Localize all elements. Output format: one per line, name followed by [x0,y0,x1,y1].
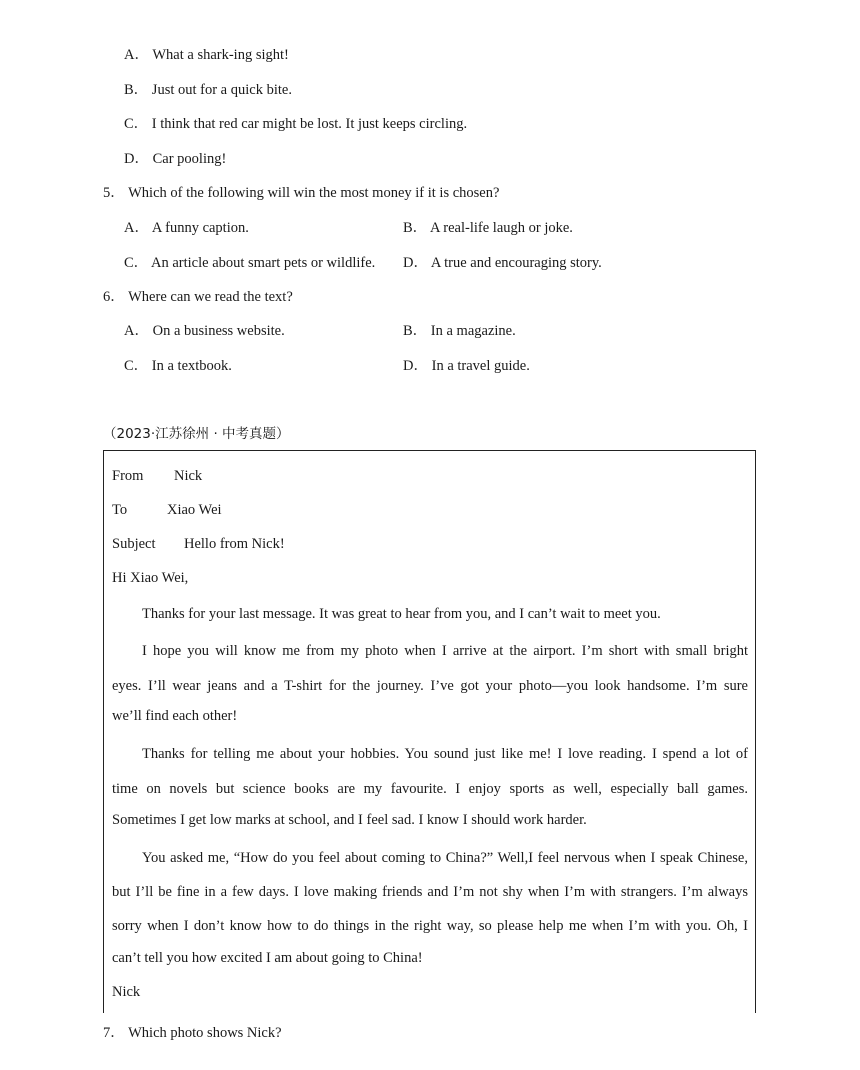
question-text: Where can we read the text? [128,289,293,305]
q4-option-a [124,46,289,64]
email-paragraph-3-line-3: Sometimes I get low marks at school, and I feel sad. I know I should work harder. [112,812,587,828]
email-to-label: To [112,502,128,518]
q6-option-c [124,357,232,375]
q5-question [103,184,499,202]
email-paragraph-3-line-1: Thanks for telling me about your hobbies. You sound just like me! I love reading. I spend a lot of [142,746,748,762]
option-text: What a shark-ing sight! [152,47,289,63]
q6-question [103,288,293,306]
q4-option-c [124,115,467,133]
question-number: 7． [103,1025,125,1041]
option-text: An article about smart pets or wildlife. [151,255,376,271]
email-to-value: Xiao Wei [167,502,222,518]
option-text: Just out for a quick bite. [151,82,292,98]
email-paragraph-2-line-2: eyes. I’ll wear jeans and a T-shirt for the journey. I’ve got your photo—you look handsome. I’m sure [112,678,748,694]
option-label: D． [124,151,149,167]
question-number: 5． [103,185,125,201]
email-greeting: Hi Xiao Wei, [112,570,189,586]
option-label: B． [403,323,428,339]
option-text: In a textbook. [151,358,232,374]
question-text: Which of the following will win the most money if it is chosen? [128,185,500,201]
option-label: C． [124,116,149,132]
option-text: In a magazine. [430,323,516,339]
option-label: D． [403,255,428,271]
question-number: 6． [103,289,125,305]
option-label: C． [124,255,149,271]
option-label: D． [403,358,428,374]
option-label: B． [124,82,149,98]
option-text: A true and encouraging story. [430,255,602,271]
email-paragraph-2-line-1: I hope you will know me from my photo when I arrive at the airport. I’m short with small bright [142,643,748,659]
email-paragraph-4-line-4: can’t tell you how excited I am about going to China! [112,950,423,966]
option-text: In a travel guide. [431,358,530,374]
question-text: Which photo shows Nick? [128,1025,282,1041]
option-label: A． [124,47,149,63]
q6-option-b [403,322,516,340]
email-subject-value: Hello from Nick! [184,536,285,552]
email-paragraph-4-line-3: sorry when I don’t know how to do things in the right way, so please help me when I’m with you. Oh, I [112,918,748,934]
email-signature: Nick [112,984,141,1000]
q6-option-d [403,357,530,375]
email-paragraph-1: Thanks for your last message. It was great to hear from you, and I can’t wait to meet you. [142,606,661,622]
email-paragraph-3-line-2: time on novels but science books are my favourite. I enjoy sports as well, especially ball games. [112,781,748,797]
option-text: On a business website. [152,323,285,339]
q5-option-c [124,254,375,272]
email-from-label: From [112,468,144,484]
email-paragraph-4-line-2: but I’ll be fine in a few days. I love making friends and I’m not shy when I’m with strangers. I’m always [112,884,748,900]
option-label: B． [403,220,428,236]
q4-option-d [124,150,226,168]
q6-option-a [124,322,285,340]
email-subject-label: Subject [112,536,156,552]
q5-option-a [124,219,249,237]
q5-option-b [403,219,573,237]
option-label: A． [124,323,149,339]
email-paragraph-2-line-3: we’ll find each other! [112,708,238,724]
source-label: （2023·江苏徐州 · 中考真题） [103,426,290,442]
option-text: Car pooling! [152,151,227,167]
q4-option-b [124,81,292,99]
email-from-value: Nick [174,468,203,484]
q7-question [103,1024,282,1042]
option-text: I think that red car might be lost. It just keeps circling. [151,116,468,132]
q5-option-d [403,254,602,272]
option-text: A real-life laugh or joke. [430,220,573,236]
option-label: C． [124,358,149,374]
option-text: A funny caption. [151,220,249,236]
email-paragraph-4-line-1: You asked me, “How do you feel about coming to China?” Well,I feel nervous when I speak Chinese, [142,850,748,866]
option-label: A． [124,220,149,236]
